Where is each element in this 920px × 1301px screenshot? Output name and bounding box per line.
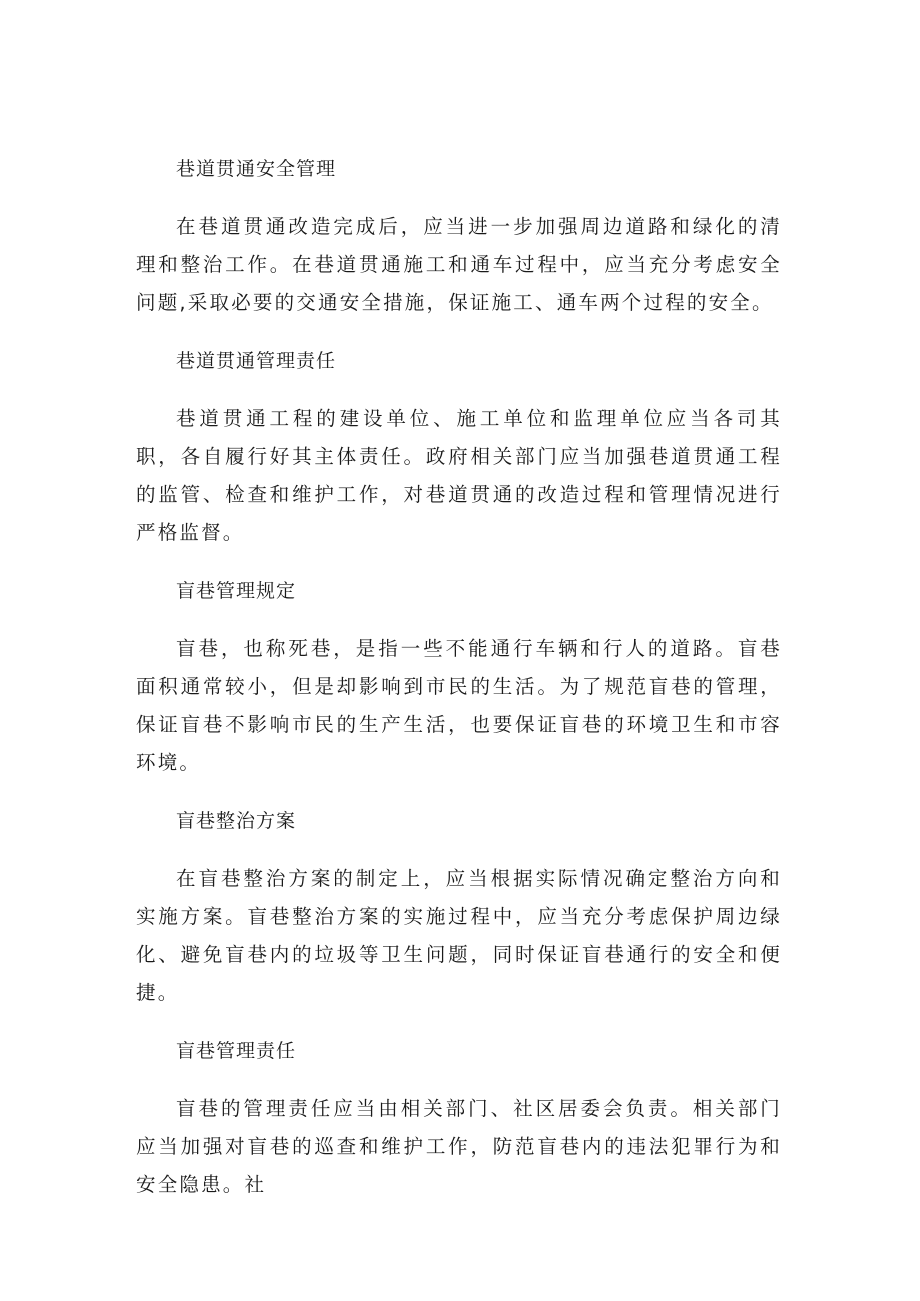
section-paragraph: 盲巷的管理责任应当由相关部门、社区居委会负责。相关部门应当加强对盲巷的巡查和维护工作，防范盲巷内的违法犯罪行为和安全隐患。社 bbox=[136, 1097, 782, 1196]
section-heading: 巷道贯通安全管理 bbox=[176, 158, 337, 180]
section-heading: 巷道贯通管理责任 bbox=[176, 350, 337, 372]
section-paragraph: 在盲巷整治方案的制定上，应当根据实际情况确定整治方向和实施方案。盲巷整治方案的实施过程中，应当充分考虑保护周边绿化、避免盲巷内的垃圾等卫生问题，同时保证盲巷通行的安全和便捷。 bbox=[136, 867, 782, 1004]
section-paragraph: 在巷道贯通改造完成后，应当进一步加强周边道路和绿化的清理和整治工作。在巷道贯通施工和通车过程中，应当充分考虑安全问题,采取必要的交通安全措施，保证施工、通车两个过程的安全。 bbox=[136, 215, 782, 314]
document-body bbox=[136, 150, 782, 1204]
section-heading: 盲巷管理规定 bbox=[176, 580, 297, 602]
section-heading: 盲巷整治方案 bbox=[176, 810, 297, 832]
section-paragraph: 巷道贯通工程的建设单位、施工单位和监理单位应当各司其职，各自履行好其主体责任。政府相关部门应当加强巷道贯通工程的监管、检查和维护工作，对巷道贯通的改造过程和管理情况进行严格监督。 bbox=[136, 407, 782, 544]
section-heading: 盲巷管理责任 bbox=[176, 1040, 297, 1062]
section-paragraph: 盲巷，也称死巷，是指一些不能通行车辆和行人的道路。盲巷面积通常较小，但是却影响到市民的生活。为了规范盲巷的管理，保证盲巷不影响市民的生产生活，也要保证盲巷的环境卫生和市容环境。 bbox=[136, 637, 782, 774]
